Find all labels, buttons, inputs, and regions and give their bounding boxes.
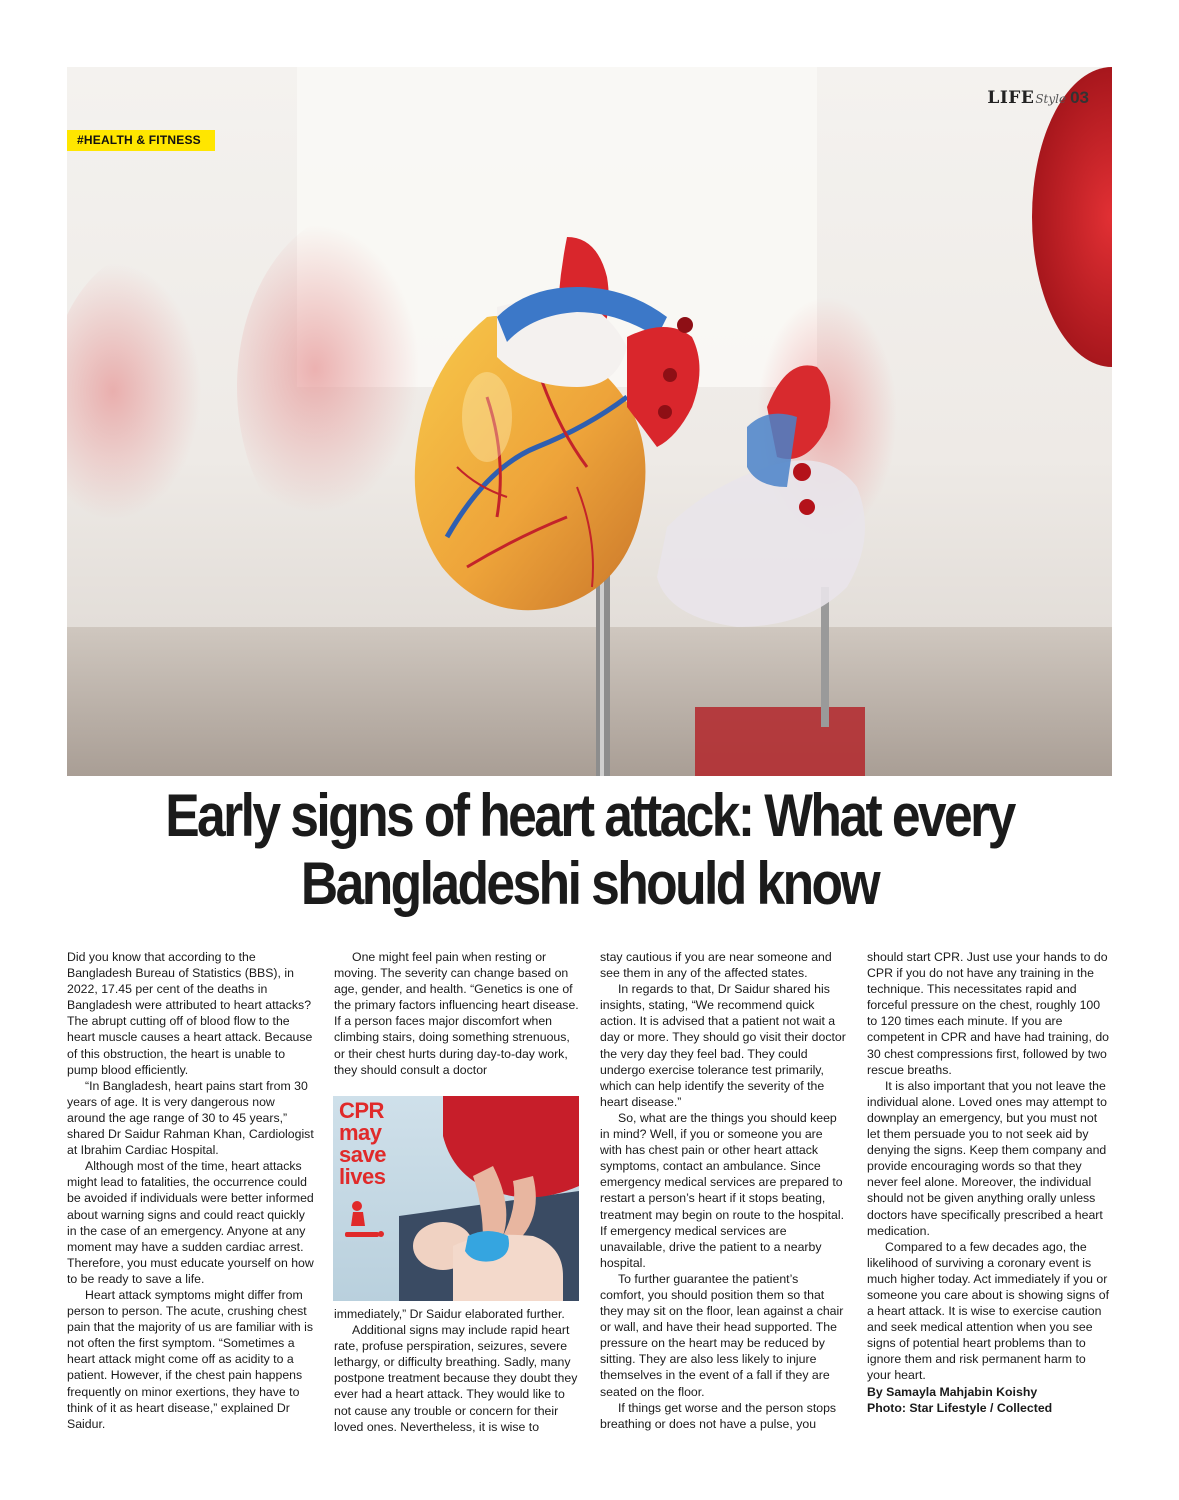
paragraph: Although most of the time, heart attacks might lead to fatalities, the occurrence could be avoided if individuals were better informed about warning signs and could react quickly in the case of an emergency. Anyone at any moment may have a sudden cardiac arrest. Therefore, you must educate yourself on how to be ready to save a life. — [67, 1159, 314, 1286]
paragraph: It is also important that you not leave the individual alone. Loved ones may attempt to downplay an emergency, but you must not let them persuade you to not seek aid by denying the signs. Keep them company and provide encouraging words so that they never feel alone. Moreover, the individual should not be given anything orally unless doctors have specifically prescribed a heart medication. — [867, 1078, 1107, 1238]
inset-line-3: save — [339, 1142, 386, 1167]
inset-line-4: lives — [339, 1164, 386, 1189]
inset-line-1: CPR — [339, 1098, 384, 1123]
masthead — [987, 88, 1089, 114]
paragraph: Did you know that according to the Bangladesh Bureau of Statistics (BBS), in 2022, 17.45 per cent of the deaths in Bangladesh were attributed to heart attacks? The abrupt cutting off of blood flow to the heart muscle causes a heart attack. Because of this obstruction, the heart is unable to pump blood efficiently. — [67, 950, 313, 1077]
cpr-illustration — [333, 1096, 579, 1301]
article-column-4 — [867, 949, 1113, 1416]
article-column-2 — [334, 949, 580, 1078]
paragraph: Compared to a few decades ago, the likelihood of surviving a coronary event is much higher today. Act immediately if you or someone you care about is showing signs of a heart attack. It is wise to exercise caution and seek medical attention when you see signs of potential heart problems than to ignore them and risk permanent harm to your heart. — [867, 1239, 1109, 1383]
paragraph: stay cautious if you are near someone and see them in any of the affected states. — [600, 950, 832, 981]
article-headline — [140, 782, 1039, 918]
paragraph: Heart attack symptoms might differ from person to person. The acute, crushing chest pain that the majority of us are familiar with is not often the first symptom. “Sometimes a heart attack might come off as acidity to a patient. However, if the chest pain happens frequently on minor exertions, they have to think of it as heart disease,” explained Dr Saidur. — [67, 1287, 314, 1431]
paragraph: One might feel pain when resting or moving. The severity can change based on age, gender, and health. “Genetics is one of the primary factors influencing heart disease. If a person faces major discomfort when climbing stairs, doing something strenuous, or their chest hurts during day-to-day work, they should consult a doctor — [334, 950, 579, 1077]
paragraph: To further guarantee the patient’s comfort, you should position them so that they may sit on the floor, lean against a chair or wall, and have their head supported. The pressure on the heart may be reduced by sitting. They are also less likely to injure themselves in the event of a fall if they are seated on the floor. — [600, 1271, 844, 1399]
heart-models-illustration — [67, 67, 1112, 776]
article-column-3 — [600, 949, 846, 1432]
byline-author: By Samayla Mahjabin Koishy — [867, 1384, 1038, 1399]
section-tag: #HEALTH & FITNESS — [67, 130, 215, 151]
byline-photo-credit: Photo: Star Lifestyle / Collected — [867, 1400, 1053, 1415]
paragraph: should start CPR. Just use your hands to do CPR if you do not have any training in the technique. This necessitates rapid and forceful pressure on the chest, roughly 100 to 120 times each minute. If you are competent in CPR and have had training, do 30 chest compressions first, followed by two rescue breaths. — [867, 950, 1109, 1077]
masthead-logo: LIFE — [987, 88, 1035, 108]
page-number: 03 — [1070, 88, 1089, 107]
paragraph: immediately,” Dr Saidur elaborated further. — [334, 1307, 565, 1321]
hero-photo — [67, 67, 1112, 776]
cpr-inset-photo — [333, 1096, 579, 1301]
cpr-pictogram-icon — [345, 1201, 384, 1237]
paragraph: If things get worse and the person stops breathing or does not have a pulse, you — [600, 1400, 837, 1431]
masthead-logo-script: Style — [1035, 92, 1067, 106]
paragraph: In regards to that, Dr Saidur shared his insights, stating, “We recommend quick action. It is advised that a patient not wait a day or more. They should go visit their doctor the very day they feel bad. They could undergo exercise tolerance test primarily, which can help identify the severity of the heart disease.” — [600, 982, 846, 1109]
headline-line-2: Bangladeshi should know — [300, 850, 879, 917]
paragraph: Additional signs may include rapid heart rate, profuse perspiration, seizures, severe lethargy, or difficulty breathing. Sadly, many postpone treatment because they doubt they ever had a heart attack. They would like to not cause any trouble or concern for their loved ones. Nevertheless, it is wise to — [334, 1323, 578, 1434]
headline-line-1: Early signs of heart attack: What every — [165, 782, 1014, 849]
article-column-1 — [67, 949, 315, 1432]
paragraph: So, what are the things you should keep in mind? Well, if you or someone you are with has chest pain or other heart attack symptoms, contact an ambulance. Since emergency medical services are prepared to restart a person’s heart if it stops beating, treatment may begin on route to the hospital. If emergency medical services are unavailable, drive the patient to a nearby hospital. — [600, 1110, 845, 1270]
article-column-2-continued — [334, 1306, 580, 1435]
paragraph: “In Bangladesh, heart pains start from 30 years of age. It is very dangerous now around the age range of 30 to 45 years,” shared Dr Saidur Rahman Khan, Cardiologist at Ibrahim Cardiac Hospital. — [67, 1078, 314, 1158]
inset-line-2: may — [339, 1120, 382, 1145]
